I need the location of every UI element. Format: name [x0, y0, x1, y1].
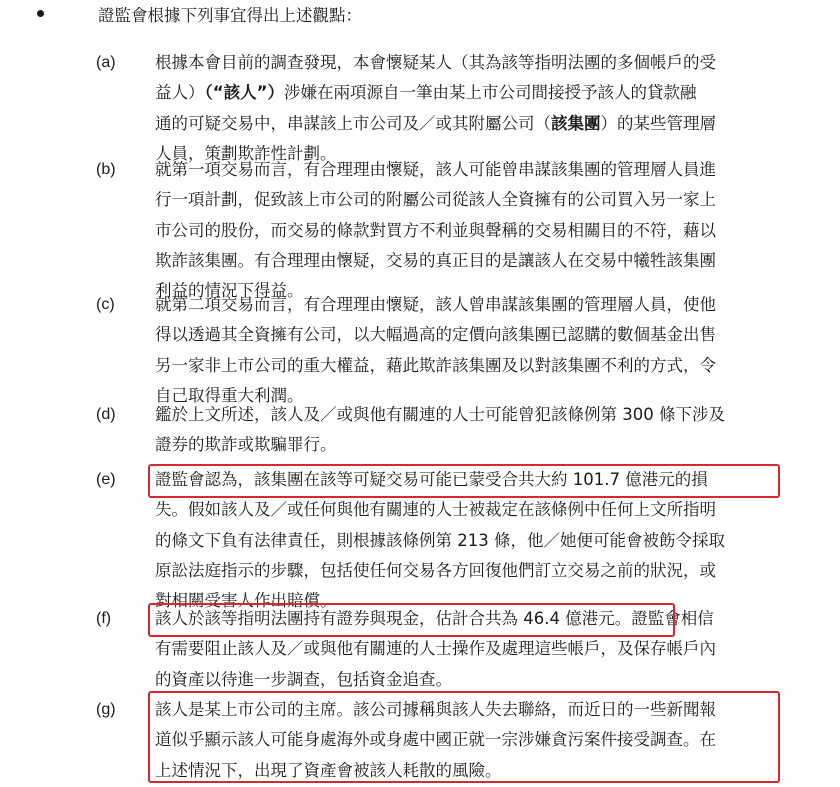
text-line: 道似乎顯示該人可能身處海外或身處中國正就一宗涉嫌貪污案件接受調查。在 [155, 730, 716, 750]
text-line: 有需要阻止該人及／或與他有關連的人士操作及處理這些帳戶，及保存帳戶內 [155, 639, 716, 659]
text-line: 失。假如該人及／或任何與他有關連的人士被裁定在該條例中任何上文所指明 [155, 500, 716, 520]
text-line: 行一項計劃，促致該上市公司的附屬公司從該人全資擁有的公司買入另一家上 [155, 190, 716, 210]
item-body [155, 695, 785, 786]
bullet-icon [37, 10, 44, 17]
text-line: 證監會認為，該集團在該等可疑交易可能已蒙受合共大約 101.7 億港元的損 [155, 470, 708, 489]
text-line: 原訟法庭指示的步驟，包括使任何交易各方回復他們訂立交易之前的狀況，或 [155, 560, 716, 580]
text-line: 人員，策劃欺詐性計劃。 [155, 143, 337, 163]
text-line: 該人於該等指明法團持有證券與現金，估計合共為 46.4 億港元。證監會相信 [155, 609, 714, 628]
item-label: (d) [96, 406, 116, 423]
text-line: 得以透過其全資擁有公司，以大幅過高的定價向該集團已認購的數個基金出售 [155, 325, 716, 345]
item-body [155, 604, 785, 695]
text-line: 就第一項交易而言，有合理理由懷疑，該人可能曾串謀該集團的管理層人員進 [155, 160, 716, 179]
text-line: 通的可疑交易中，串謀該上市公司及／或其附屬公司（該集團）的某些管理層 [155, 113, 716, 133]
item-body [155, 465, 785, 616]
item-label: (a) [96, 54, 116, 71]
text-line: 另一家非上市公司的重大權益，藉此欺詐該集團及以對該集團不利的方式，令 [155, 355, 716, 375]
text-line: 益人）（“該人”）涉嫌在兩項源自一筆由某上市公司間接授予該人的貸款融 [155, 83, 697, 103]
text-line: 鑑於上文所述，該人及／或與他有關連的人士可能曾犯該條例第 300 條下涉及 [155, 405, 725, 424]
text-line: 的資產以待進一步調查，包括資金追查。 [155, 669, 452, 689]
text-line: 證券的欺詐或欺騙罪行。 [155, 435, 337, 455]
bold-term: 該集團 [551, 113, 601, 133]
text-line: 上述情況下，出現了資產會被該人耗散的風險。 [155, 760, 502, 780]
intro-text: 證監會根據下列事宜得出上述觀點： [98, 6, 362, 25]
item-label: (b) [96, 161, 116, 178]
text-line: 利益的情況下得益。 [155, 281, 304, 301]
text-line: 該人是某上市公司的主席。該公司據稱與該人失去聯絡，而近日的一些新聞報 [155, 700, 716, 719]
text-line: 市公司的股份，而交易的條款對買方不利並與聲稱的交易相關目的不符，藉以 [155, 220, 716, 240]
item-body [155, 155, 785, 306]
bold-term: （“該人”） [204, 83, 284, 103]
item-label: (f) [96, 610, 112, 627]
text-line: 對相關受害人作出賠償。 [155, 591, 337, 611]
text-line: 的條文下負有法律責任，則根據該條例第 213 條，他／她便可能會被飭令採取 [155, 530, 725, 550]
text-line: 根據本會目前的調查發現，本會懷疑某人（其為該等指明法團的多個帳戶的受 [155, 53, 716, 72]
item-body [155, 290, 785, 411]
item-label: (e) [96, 471, 116, 488]
item-label: (c) [96, 296, 115, 313]
item-label: (g) [96, 701, 116, 718]
item-body [155, 48, 785, 169]
text-line: 自己取得重大利潤。 [155, 385, 304, 405]
item-body [155, 400, 785, 461]
text-line: 欺詐該集團。有合理理由懷疑，交易的真正目的是讓該人在交易中犧牲該集團 [155, 250, 716, 270]
text-line: 就第二項交易而言，有合理理由懷疑，該人曾串謀該集團的管理層人員，使他 [155, 295, 716, 314]
